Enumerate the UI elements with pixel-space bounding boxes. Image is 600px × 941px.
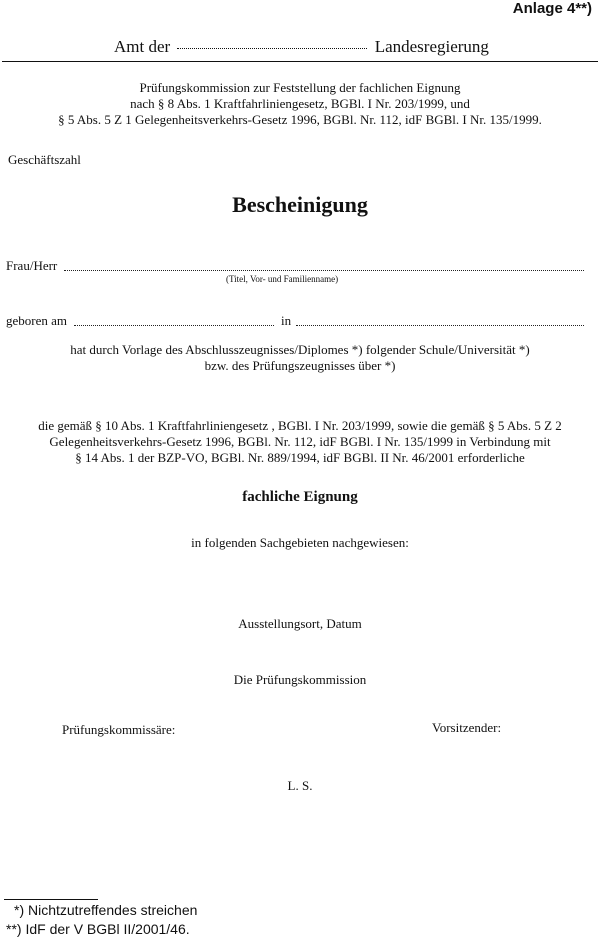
commission-block: [0, 80, 600, 128]
qualification-subtitle: fachliche Eignung: [242, 489, 358, 505]
proof-line: bzw. des Prüfungszeugnisses über *): [204, 358, 396, 373]
commission-line: Prüfungskommission zur Feststellung der fachlichen Eignung: [139, 80, 461, 95]
footnote-rule: [4, 899, 98, 900]
birth-date-label: geboren am: [6, 313, 68, 328]
place-date-label: Ausstellungsort, Datum: [238, 616, 362, 631]
legal-line: die gemäß § 10 Abs. 1 Kraftfahrliniengesetz , BGBl. I Nr. 203/1999, sowie die gemäß § 5 Abs. 5 Z 2: [38, 418, 562, 433]
name-hint: (Titel, Vor- und Familienname): [226, 274, 339, 284]
document-title: Bescheinigung: [232, 192, 368, 217]
footnote-version: **) IdF der V BGBl II/2001/46.: [6, 921, 190, 937]
seal-label: L. S.: [287, 778, 313, 793]
footnote-strike: *) Nichtzutreffendes streichen: [14, 902, 198, 918]
authority-prefix: Amt der: [114, 37, 171, 56]
commission-signature-label: Die Prüfungskommission: [233, 672, 367, 687]
chair-label: Vorsitzender:: [432, 720, 502, 735]
birth-date-field[interactable]: [74, 325, 274, 326]
proof-line: hat durch Vorlage des Abschlusszeugnisses/Diplomes *) folgender Schule/Universität *): [70, 342, 530, 357]
legal-line: Gelegenheitsverkehrs-Gesetz 1996, BGBl. Nr. 112, idF BGBl. I Nr. 135/1999 in Verbindung mit: [49, 434, 551, 449]
legal-basis-block: [0, 418, 600, 466]
authority-line: [114, 37, 514, 57]
authority-suffix: Landesregierung: [374, 37, 489, 56]
proof-block: [0, 342, 600, 374]
file-number-label: Geschäftszahl: [8, 152, 81, 167]
commission-line: § 5 Abs. 5 Z 1 Gelegenheitsverkehrs-Gesetz 1996, BGBl. Nr. 112, idF BGBl. I Nr. 135/1999.: [58, 112, 542, 127]
annex-label: Anlage 4**): [512, 0, 592, 17]
examiners-label: Prüfungskommissäre:: [62, 722, 176, 737]
name-field[interactable]: [64, 270, 584, 271]
legal-line: § 14 Abs. 1 der BZP-VO, BGBl. Nr. 889/1994, idF BGBl. II Nr. 46/2001 erforderliche: [75, 450, 525, 465]
name-label: Frau/Herr: [6, 258, 58, 273]
commission-line: nach § 8 Abs. 1 Kraftfahrliniengesetz, BGBl. I Nr. 203/1999, und: [130, 96, 470, 111]
birth-place-field[interactable]: [296, 325, 584, 326]
subject-areas-text: in folgenden Sachgebieten nachgewiesen:: [191, 535, 409, 550]
header-rule: [2, 61, 598, 62]
birth-place-label: in: [281, 313, 292, 328]
authority-blank: [177, 48, 367, 49]
